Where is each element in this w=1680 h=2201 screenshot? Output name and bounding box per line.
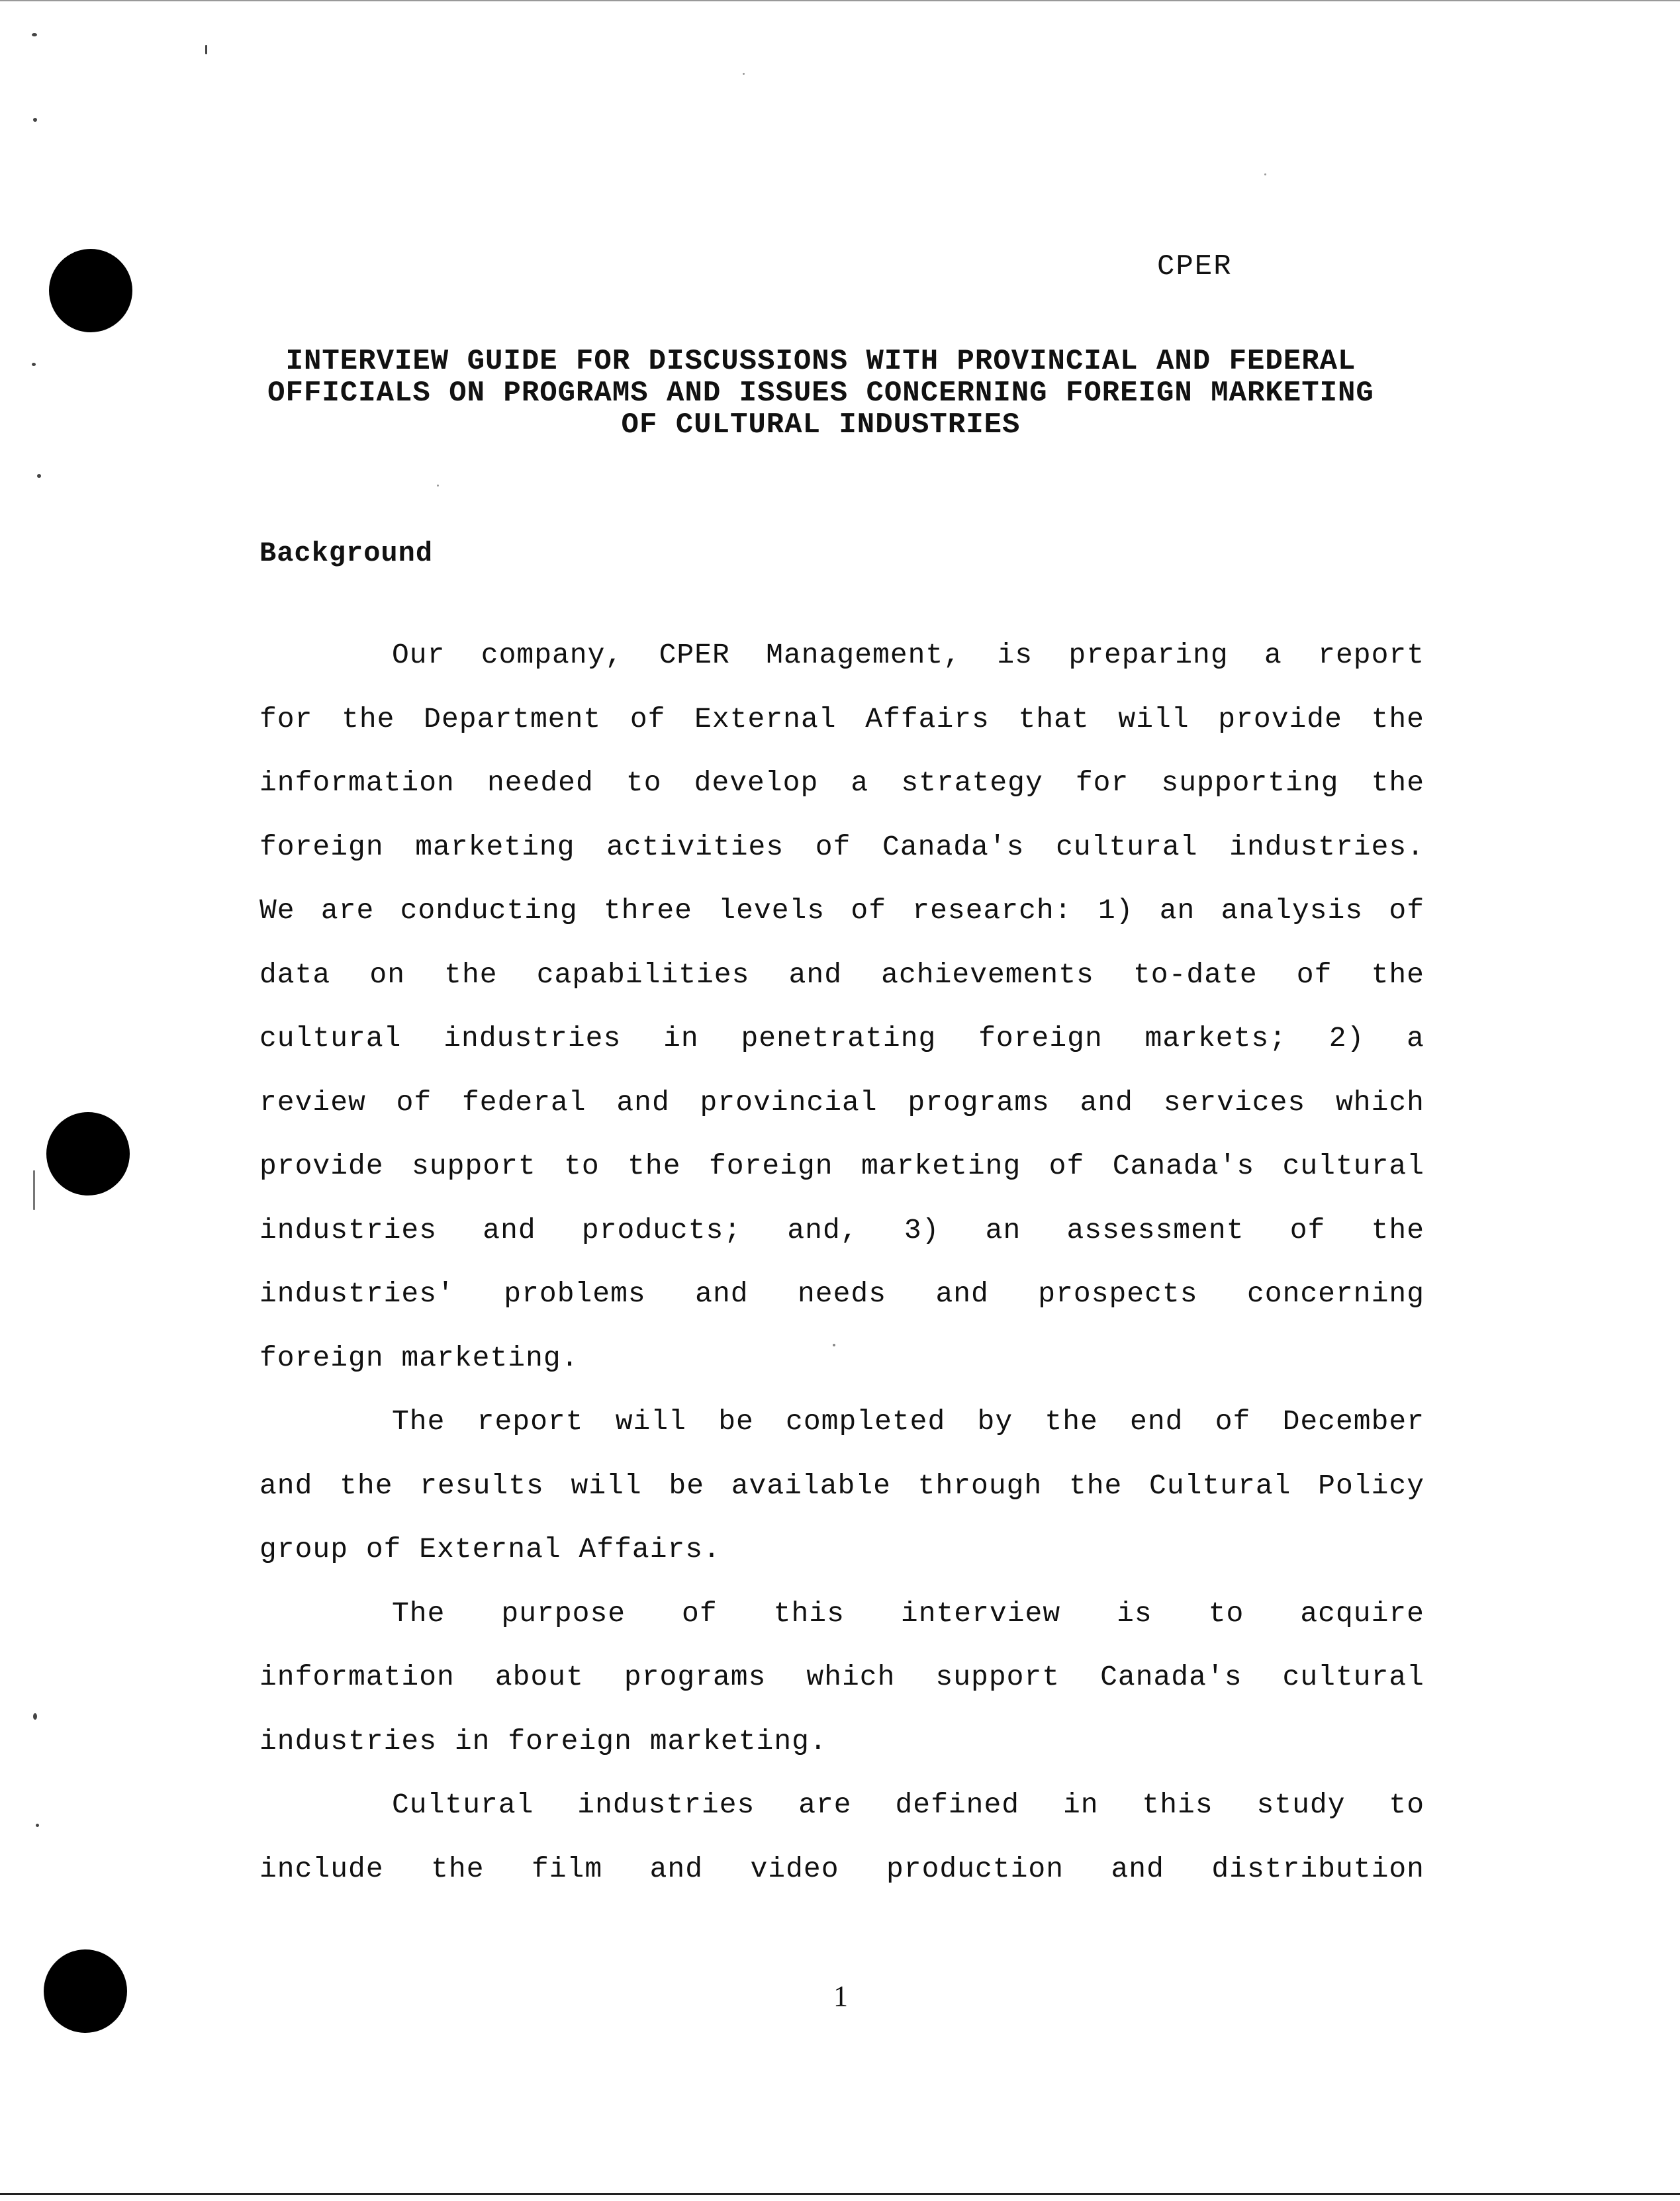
body-line: The purpose of this interview is to acquire [392,1597,1424,1630]
body-line: review of federal and provincial programs and services which [259,1086,1424,1119]
scan-speck [437,485,439,487]
body-line: data on the capabilities and achievements to-date of the [259,958,1424,991]
body-text [259,635,1424,1913]
scan-edge-line [0,2193,1680,2195]
body-line: industries in foreign marketing. [259,1724,827,1757]
scan-speck [36,1824,39,1827]
scan-speck [205,45,207,54]
scan-speck [33,1713,37,1720]
section-heading-background: Background [259,538,434,569]
body-line: cultural industries in penetrating foreign markets; 2) a [259,1022,1424,1054]
scan-speck [743,73,745,75]
body-line: group of External Affairs. [259,1533,721,1566]
body-line: Our company, CPER Management, is preparing a report [392,639,1424,671]
body-line: The report will be completed by the end of December [392,1405,1424,1438]
title-line: OF CULTURAL INDUSTRIES [621,408,1021,442]
page-number: 1 [833,1980,848,2012]
scan-edge-line [0,0,1680,1]
scan-speck [33,1170,35,1210]
body-line: for the Department of External Affairs that will provide the [259,702,1424,735]
body-line: Cultural industries are defined in this study to [392,1789,1424,1821]
body-line: information about programs which support Canada's cultural [259,1661,1424,1693]
title-line: INTERVIEW GUIDE FOR DISCUSSIONS WITH PROVINCIAL AND FEDERAL [285,345,1356,378]
scan-speck [33,118,37,122]
scan-speck [32,33,37,36]
body-line: and the results will be available through the Cultural Policy [259,1469,1424,1502]
body-line: provide support to the foreign marketing of Canada's cultural [259,1150,1424,1182]
scan-speck [1264,173,1266,175]
body-line: industries' problems and needs and prospects concerning [259,1278,1424,1310]
punch-hole [44,1949,127,2033]
title-line: OFFICIALS ON PROGRAMS AND ISSUES CONCERNING FOREIGN MARKETING [267,377,1374,410]
document-code: CPER [1157,250,1233,283]
scan-speck [37,474,41,478]
document-title [199,346,1443,441]
punch-hole [49,249,132,332]
body-line: We are conducting three levels of research: 1) an analysis of [259,894,1424,927]
scan-speck [32,363,36,366]
body-line: include the film and video production and distribution [259,1852,1424,1885]
body-line: industries and products; and, 3) an assessment of the [259,1213,1424,1246]
body-line: information needed to develop a strategy for supporting the [259,767,1424,799]
body-line: foreign marketing. [259,1341,579,1374]
punch-hole [46,1112,130,1195]
body-line: foreign marketing activities of Canada's cultural industries. [259,830,1424,863]
